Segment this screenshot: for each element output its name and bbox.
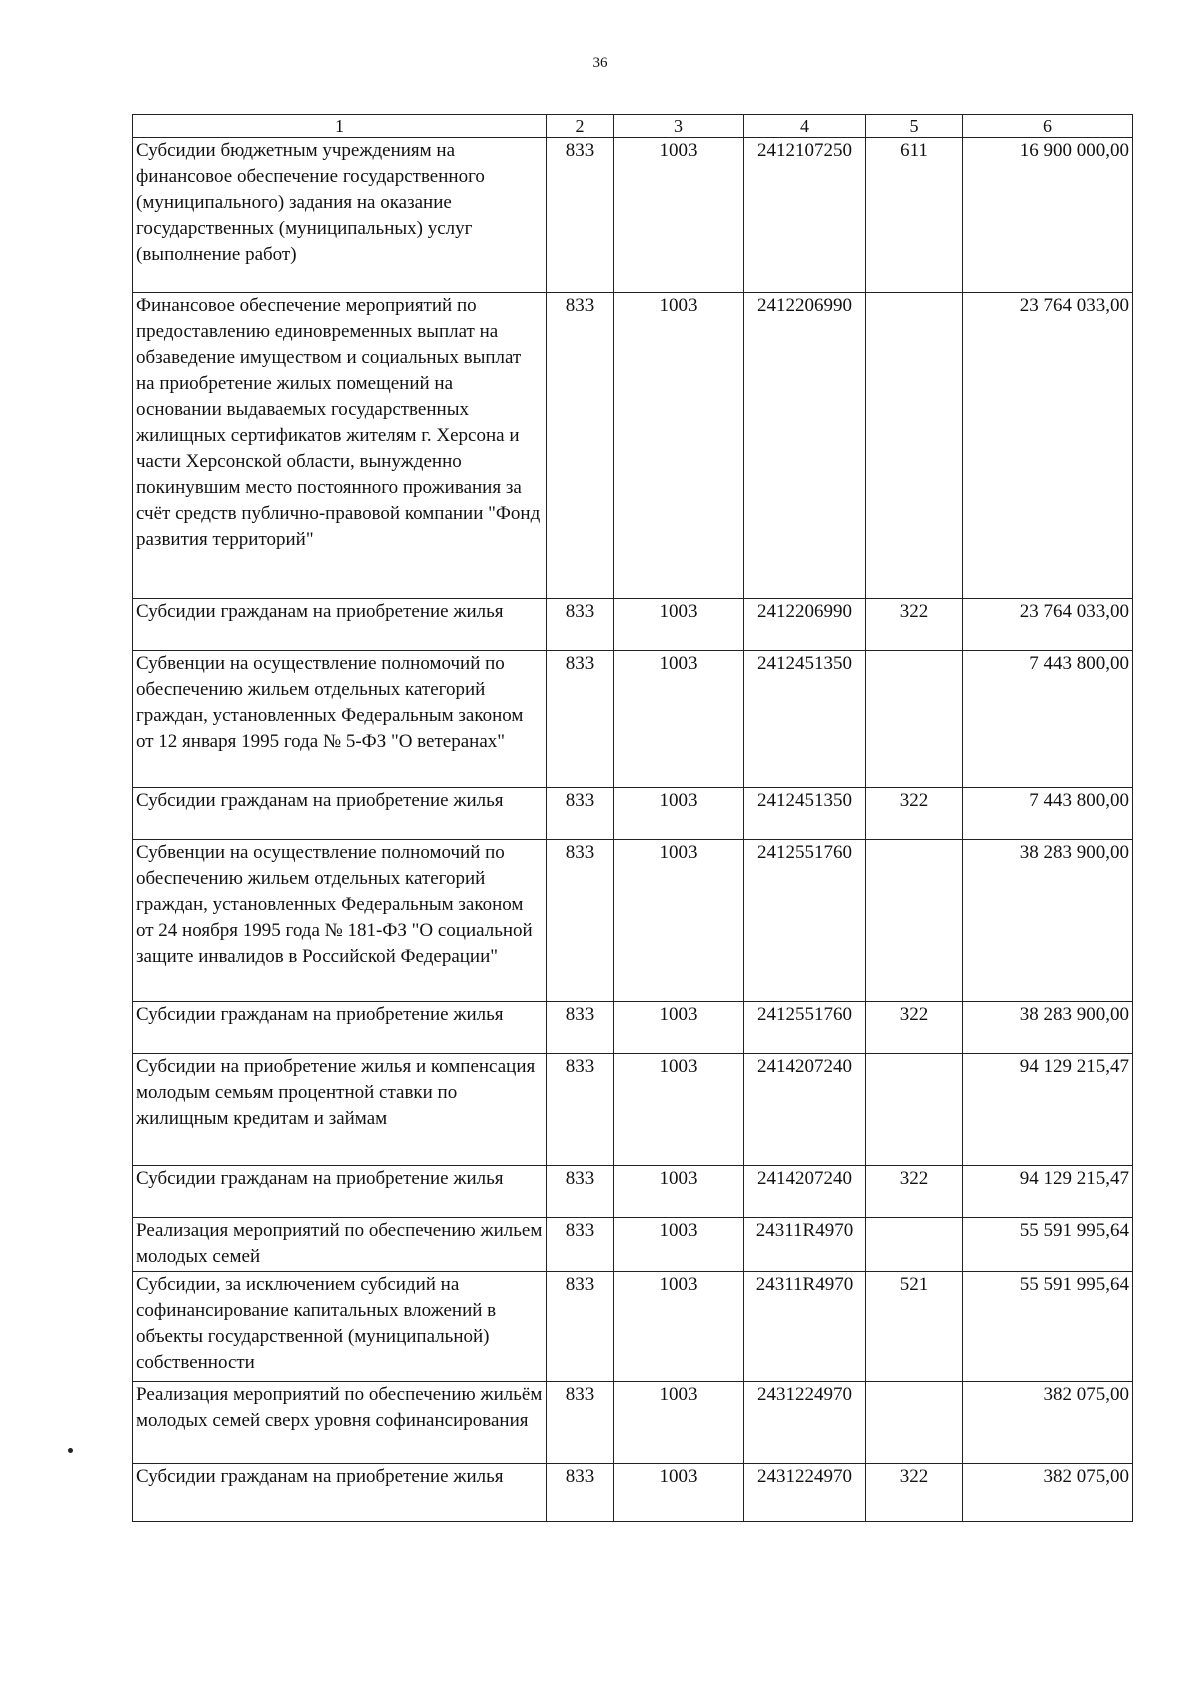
row-name: Субсидии, за исключением субсидий на софинансирование капитальных вложений в объекты государственной (муниципальной) собственности — [133, 1272, 547, 1382]
row-col4: 2412451350 — [744, 788, 866, 840]
row-col2: 833 — [547, 1382, 614, 1464]
row-col3: 1003 — [614, 599, 744, 651]
row-col3: 1003 — [614, 1464, 744, 1522]
table-row — [133, 840, 1133, 1002]
row-col4: 2431224970 — [744, 1382, 866, 1464]
row-col5: 322 — [866, 599, 963, 651]
header-col-2: 2 — [547, 115, 614, 138]
scan-dot-mark — [68, 1448, 73, 1453]
row-col2: 833 — [547, 1464, 614, 1522]
row-name: Субвенции на осуществление полномочий по обеспечению жильем отдельных категорий граждан, установленных Федеральным законом от 24 ноября 1995 года № 181-ФЗ "О социальной защите инвалидов в Российской Федерации" — [133, 840, 547, 1002]
row-amount: 7 443 800,00 — [963, 651, 1133, 788]
header-col-4: 4 — [744, 115, 866, 138]
row-col4: 2412551760 — [744, 840, 866, 1002]
table-row — [133, 138, 1133, 293]
header-col-1: 1 — [133, 115, 547, 138]
row-col4: 2414207240 — [744, 1166, 866, 1218]
row-amount: 382 075,00 — [963, 1464, 1133, 1522]
budget-table — [132, 114, 1133, 1522]
row-col5: 521 — [866, 1272, 963, 1382]
table-row — [133, 1166, 1133, 1218]
row-col5 — [866, 840, 963, 1002]
row-col5: 322 — [866, 1166, 963, 1218]
row-name: Субсидии гражданам на приобретение жилья — [133, 1166, 547, 1218]
table-row — [133, 1272, 1133, 1382]
row-amount: 23 764 033,00 — [963, 293, 1133, 599]
header-col-5: 5 — [866, 115, 963, 138]
row-col4: 2431224970 — [744, 1464, 866, 1522]
row-amount: 55 591 995,64 — [963, 1272, 1133, 1382]
row-name: Субвенции на осуществление полномочий по обеспечению жильем отдельных категорий граждан, установленных Федеральным законом от 12 января 1995 года № 5-ФЗ "О ветеранах" — [133, 651, 547, 788]
table-row — [133, 1382, 1133, 1464]
row-col4: 2414207240 — [744, 1054, 866, 1166]
row-name: Субсидии бюджетным учреждениям на финансовое обеспечение государственного (муниципального) задания на оказание государственных (муниципальных) услуг (выполнение работ) — [133, 138, 547, 293]
row-col2: 833 — [547, 1166, 614, 1218]
table-row — [133, 1464, 1133, 1522]
row-col3: 1003 — [614, 1002, 744, 1054]
row-col5 — [866, 1054, 963, 1166]
page-number: 36 — [592, 55, 608, 71]
row-col2: 833 — [547, 1002, 614, 1054]
row-col5: 322 — [866, 1464, 963, 1522]
row-amount: 94 129 215,47 — [963, 1166, 1133, 1218]
row-col5 — [866, 293, 963, 599]
row-col3: 1003 — [614, 293, 744, 599]
row-name: Субсидии гражданам на приобретение жилья — [133, 788, 547, 840]
row-amount: 38 283 900,00 — [963, 1002, 1133, 1054]
table-row — [133, 1218, 1133, 1272]
row-col5 — [866, 651, 963, 788]
table-row — [133, 1054, 1133, 1166]
row-col2: 833 — [547, 1272, 614, 1382]
row-col2: 833 — [547, 599, 614, 651]
row-col2: 833 — [547, 1054, 614, 1166]
row-name: Субсидии гражданам на приобретение жилья — [133, 1002, 547, 1054]
row-name: Субсидии гражданам на приобретение жилья — [133, 1464, 547, 1522]
row-col5 — [866, 1218, 963, 1272]
row-col4: 2412107250 — [744, 138, 866, 293]
row-col4: 2412206990 — [744, 599, 866, 651]
row-col2: 833 — [547, 1218, 614, 1272]
row-col4: 24311R4970 — [744, 1272, 866, 1382]
row-col4: 24311R4970 — [744, 1218, 866, 1272]
row-amount: 7 443 800,00 — [963, 788, 1133, 840]
row-col3: 1003 — [614, 651, 744, 788]
table-row — [133, 599, 1133, 651]
row-col2: 833 — [547, 651, 614, 788]
row-col3: 1003 — [614, 1218, 744, 1272]
row-name: Субсидии на приобретение жилья и компенсация молодым семьям процентной ставки по жилищным кредитам и займам — [133, 1054, 547, 1166]
row-amount: 382 075,00 — [963, 1382, 1133, 1464]
row-name: Субсидии гражданам на приобретение жилья — [133, 599, 547, 651]
row-col3: 1003 — [614, 1054, 744, 1166]
row-amount: 38 283 900,00 — [963, 840, 1133, 1002]
row-col3: 1003 — [614, 138, 744, 293]
table-row — [133, 651, 1133, 788]
row-col2: 833 — [547, 788, 614, 840]
header-col-3: 3 — [614, 115, 744, 138]
row-col2: 833 — [547, 293, 614, 599]
row-col5: 611 — [866, 138, 963, 293]
row-col3: 1003 — [614, 1272, 744, 1382]
row-name: Реализация мероприятий по обеспечению жильём молодых семей сверх уровня софинансирования — [133, 1382, 547, 1464]
row-col3: 1003 — [614, 788, 744, 840]
table-header-row — [133, 115, 1133, 138]
row-col3: 1003 — [614, 840, 744, 1002]
row-amount: 23 764 033,00 — [963, 599, 1133, 651]
table-row — [133, 1002, 1133, 1054]
header-col-6: 6 — [963, 115, 1133, 138]
row-name: Реализация мероприятий по обеспечению жильем молодых семей — [133, 1218, 547, 1272]
row-amount: 16 900 000,00 — [963, 138, 1133, 293]
row-amount: 94 129 215,47 — [963, 1054, 1133, 1166]
row-col5: 322 — [866, 788, 963, 840]
row-col2: 833 — [547, 840, 614, 1002]
row-col4: 2412206990 — [744, 293, 866, 599]
row-name: Финансовое обеспечение мероприятий по предоставлению единовременных выплат на обзаведение имуществом и социальных выплат на приобретение жилых помещений на основании выдаваемых государственных жилищных сертификатов жителям г. Херсона и части Херсонской области, вынужденно покинувшим место постоянного проживания за счёт средств публично-правовой компании "Фонд развития территорий" — [133, 293, 547, 599]
row-col4: 2412451350 — [744, 651, 866, 788]
row-col3: 1003 — [614, 1166, 744, 1218]
row-amount: 55 591 995,64 — [963, 1218, 1133, 1272]
row-col2: 833 — [547, 138, 614, 293]
row-col4: 2412551760 — [744, 1002, 866, 1054]
table-row — [133, 293, 1133, 599]
row-col5 — [866, 1382, 963, 1464]
row-col3: 1003 — [614, 1382, 744, 1464]
row-col5: 322 — [866, 1002, 963, 1054]
table-row — [133, 788, 1133, 840]
